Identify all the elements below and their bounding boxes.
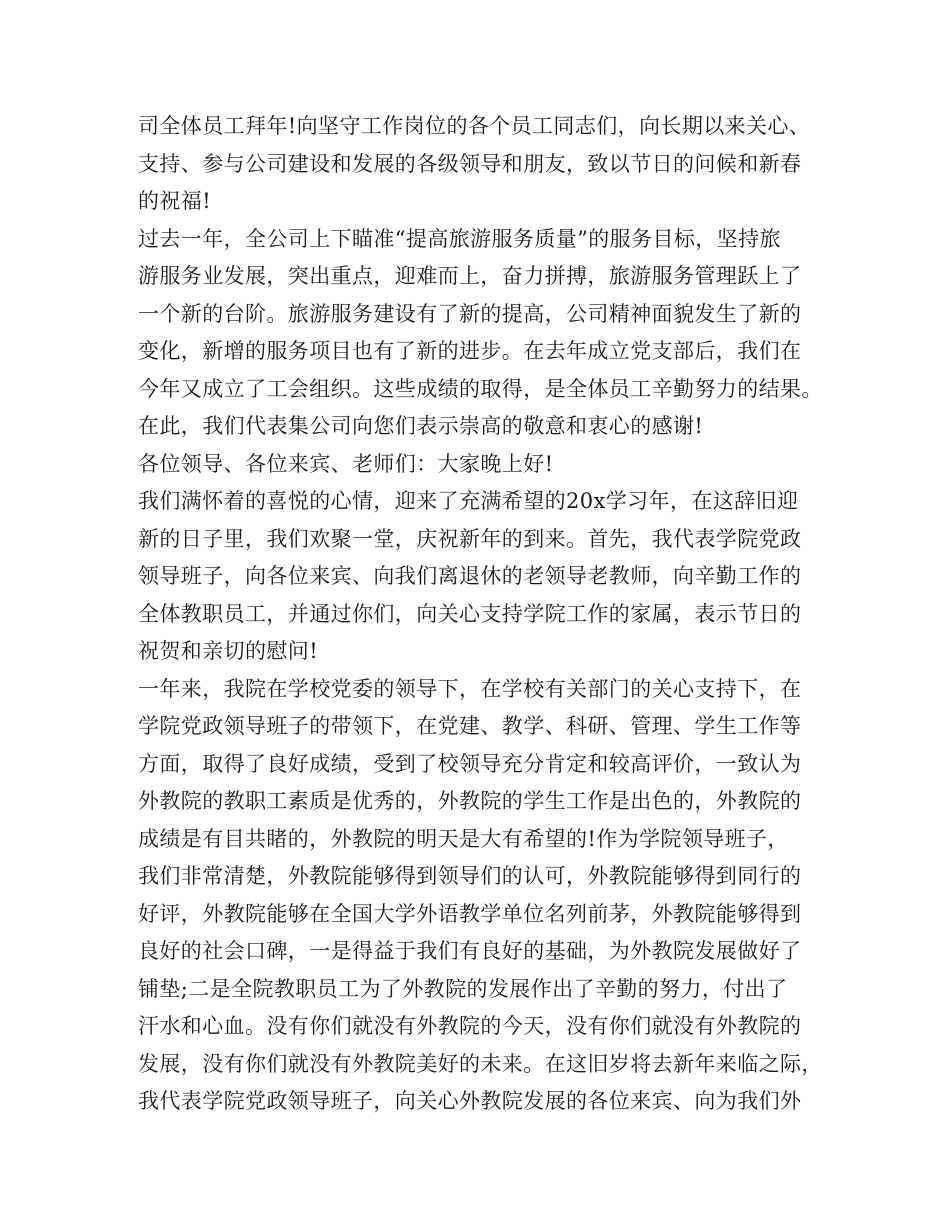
text-line: 方面，取得了良好成绩，受到了校领导充分肯定和较高评价，一致认为 bbox=[138, 751, 802, 776]
text-line: 好评，外教院能够在全国大学外语教学单位名列前茅，外教院能够得到 bbox=[138, 901, 802, 926]
text-line: 发展，没有你们就没有外教院美好的未来。在这旧岁将去新年来临之际， bbox=[138, 1051, 823, 1076]
text-line: 成绩是有目共睹的，外教院的明天是大有希望的!作为学院领导班子， bbox=[138, 826, 789, 851]
text-line: 我们非常清楚，外教院能够得到领导们的认可，外教院能够得到同行的 bbox=[138, 864, 802, 888]
text-line: 变化，新增的服务项目也有了新的进步。在去年成立党支部后，我们在 bbox=[138, 339, 802, 363]
document-body-text bbox=[138, 108, 828, 1121]
text-line: 领导班子，向各位来宾、向我们离退休的老领导老教师，向辛勤工作的 bbox=[138, 564, 802, 588]
text-line: 全体教职员工，并通过你们，向关心支持学院工作的家属，表示节日的 bbox=[138, 601, 802, 626]
text-line: 在此，我们代表集公司向您们表示崇高的敬意和衷心的感谢! bbox=[138, 414, 704, 438]
text-line: 学院党政领导班子的带领下，在党建、教学、科研、管理、学生工作等 bbox=[138, 714, 802, 738]
text-line: 祝贺和亲切的慰问! bbox=[138, 639, 319, 663]
text-line: 良好的社会口碑，一是得益于我们有良好的基础，为外教院发展做好了 bbox=[138, 939, 802, 963]
text-line: 司全体员工拜年!向坚守工作岗位的各个员工同志们，向长期以来关心、 bbox=[138, 114, 811, 138]
text-line: 我代表学院党政领导班子，向关心外教院发展的各位来宾、向为我们外 bbox=[138, 1089, 802, 1113]
text-line: 一年来，我院在学校党委的领导下，在学校有关部门的关心支持下，在 bbox=[138, 676, 802, 701]
text-line: 一个新的台阶。旅游服务建设有了新的提高，公司精神面貌发生了新的 bbox=[138, 301, 802, 326]
text-line: 支持、参与公司建设和发展的各级领导和朋友，致以节日的问候和新春 bbox=[138, 151, 802, 176]
text-line: 游服务业发展，突出重点，迎难而上，奋力拼搏，旅游服务管理跃上了 bbox=[138, 264, 802, 288]
text-line: 过去一年，全公司上下瞄准“提高旅游服务质量”的服务目标，坚持旅 bbox=[138, 226, 781, 251]
text-line: 的祝福! bbox=[138, 189, 212, 213]
text-line: 外教院的教职工素质是优秀的，外教院的学生工作是出色的，外教院的 bbox=[138, 789, 802, 813]
text-line: 各位领导、各位来宾、老师们：大家晚上好! bbox=[138, 451, 554, 476]
text-line: 铺垫;二是全院教职员工为了外教院的发展作出了辛勤的努力，付出了 bbox=[138, 976, 788, 1001]
text-line: 新的日子里，我们欢聚一堂，庆祝新年的到来。首先，我代表学院党政 bbox=[138, 526, 802, 551]
text-line: 我们满怀着的喜悦的心情，迎来了充满希望的20x学习年，在这辞旧迎 bbox=[138, 489, 799, 513]
text-line: 汗水和心血。没有你们就没有外教院的今天，没有你们就没有外教院的 bbox=[138, 1014, 802, 1038]
text-line: 今年又成立了工会组织。这些成绩的取得，是全体员工辛勤努力的结果。 bbox=[138, 376, 823, 401]
